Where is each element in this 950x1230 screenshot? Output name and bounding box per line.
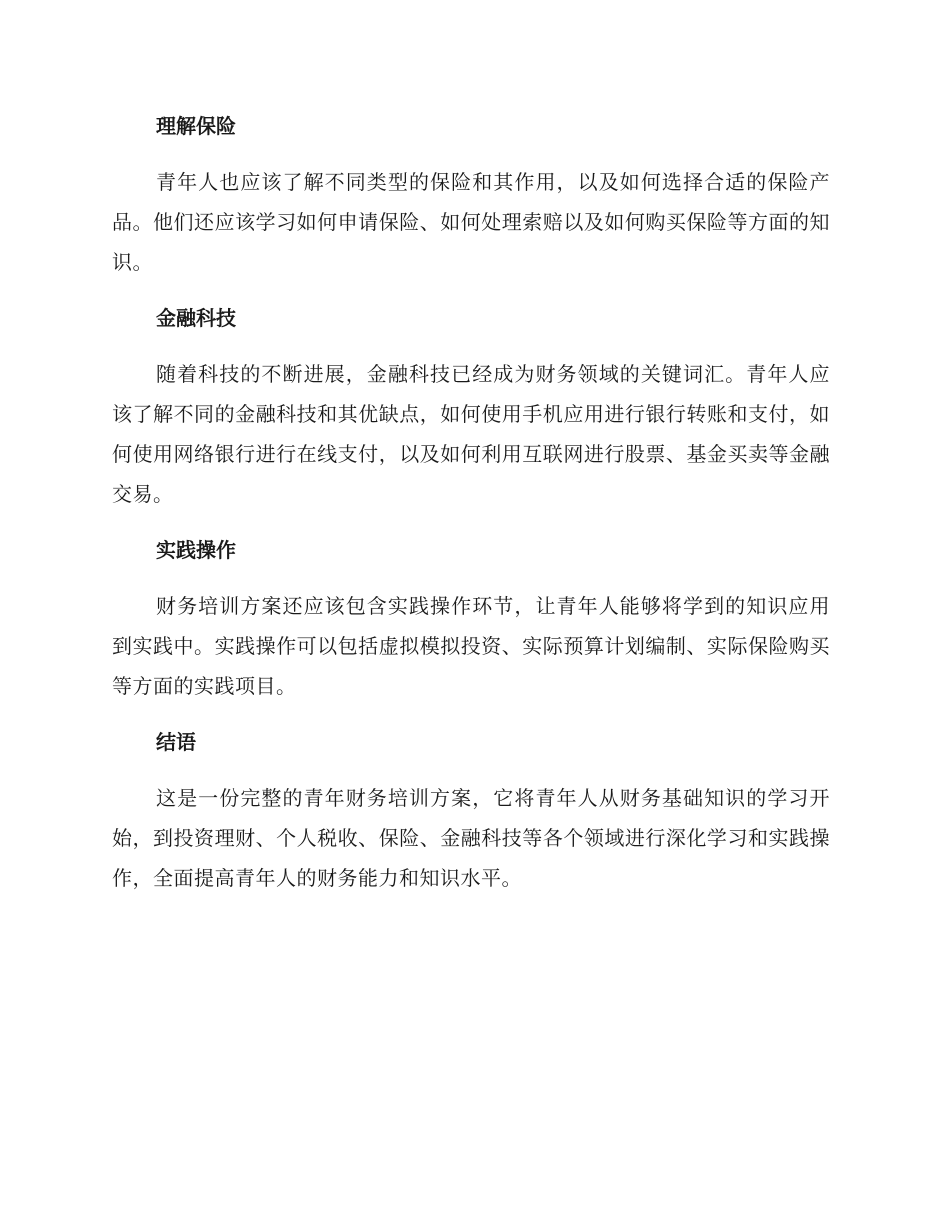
section-paragraph: 这是一份完整的青年财务培训方案，它将青年人从财务基础知识的学习开始，到投资理财、个人税收、保险、金融科技等各个领域进行深化学习和实践操作，全面提高青年人的财务能力和知识水平。 — [112, 786, 830, 890]
section-paragraph: 青年人也应该了解不同类型的保险和其作用，以及如何选择合适的保险产品。他们还应该学习如何申请保险、如何处理索赔以及如何购买保险等方面的知识。 — [112, 170, 830, 274]
section-heading: 金融科技 — [156, 306, 236, 330]
section-heading: 实践操作 — [156, 538, 236, 562]
document-page — [112, 106, 830, 914]
section-fintech — [112, 298, 830, 514]
section-practice — [112, 530, 830, 706]
section-insurance — [112, 106, 830, 282]
section-paragraph: 财务培训方案还应该包含实践操作环节，让青年人能够将学到的知识应用到实践中。实践操作可以包括虚拟模拟投资、实际预算计划编制、实际保险购买等方面的实践项目。 — [112, 594, 830, 698]
section-paragraph: 随着科技的不断进展，金融科技已经成为财务领域的关键词汇。青年人应该了解不同的金融科技和其优缺点，如何使用手机应用进行银行转账和支付，如何使用网络银行进行在线支付，以及如何利用互联网进行股票、基金买卖等金融交易。 — [112, 362, 830, 506]
section-heading: 理解保险 — [156, 114, 236, 138]
section-heading: 结语 — [156, 730, 196, 754]
section-conclusion — [112, 722, 830, 898]
